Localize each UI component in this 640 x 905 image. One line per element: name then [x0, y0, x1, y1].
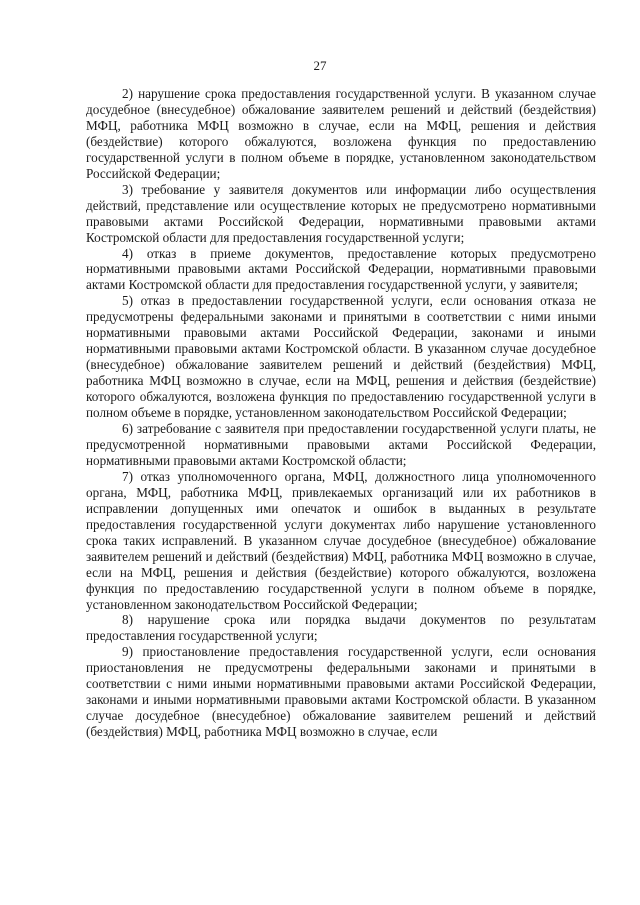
- paragraph-item-7: 7) отказ уполномоченного органа, МФЦ, должностного лица уполномоченного органа, МФЦ, работника МФЦ, привлекаемых организаций или их работников в исправлении допущенных ими опечаток и ошибок в выданных в результате предоставления государственной услуги документах либо нарушение установленного срока таких исправлений. В указанном случае досудебное (внесудебное) обжалование заявителем решений и действий (бездействия) МФЦ, работника МФЦ возможно в случае, если на МФЦ, решения и действия (бездействие) которого обжалуются, возложена функция по предоставлению государственной услуги в полном объеме в порядке, установленном законодательством Российской Федерации;: [86, 468, 596, 612]
- paragraph-item-4: 4) отказ в приеме документов, предоставление которых предусмотрено нормативными правовыми актами Российской Федерации, нормативными правовыми актами Костромской области для предоставления государственной услуги, у заявителя;: [86, 245, 596, 293]
- paragraph-item-9: 9) приостановление предоставления государственной услуги, если основания приостановления не предусмотрены федеральными законами и принятыми в соответствии с ними иными нормативными правовыми актами Российской Федерации, законами и иными нормативными правовыми актами Костромской области. В указанном случае досудебное (внесудебное) обжалование заявителем решений и действий (бездействия) МФЦ, работника МФЦ возможно в случае, если: [86, 644, 596, 740]
- paragraph-item-5: 5) отказ в предоставлении государственной услуги, если основания отказа не предусмотрены федеральными законами и принятыми в соответствии с ними иными нормативными правовыми актами Российской Федерации, законами и иными нормативными правовыми актами Костромской области. В указанном случае досудебное (внесудебное) обжалование заявителем решений и действий (бездействия) МФЦ, работника МФЦ возможно в случае, если на МФЦ, решения и действия (бездействие) которого обжалуются, возложена функция по предоставлению государственной услуги в полном объеме в порядке, установленном законодательством Российской Федерации;: [86, 293, 596, 421]
- paragraph-item-2: 2) нарушение срока предоставления государственной услуги. В указанном случае досудебное (внесудебное) обжалование заявителем решений и действий (бездействия) МФЦ, работника МФЦ возможно в случае, если на МФЦ, решения и действия (бездействие) которого обжалуются, возложена функция по предоставлению государственной услуги в полном объеме в порядке, установленном законодательством Российской Федерации;: [86, 86, 596, 181]
- page-number: 27: [313, 58, 327, 73]
- paragraph-item-3: 3) требование у заявителя документов или информации либо осуществления действий, представление или осуществление которых не предусмотрено нормативными правовыми актами Российской Федерации, нормативными правовыми актами Костромской области для предоставления государственной услуги;: [86, 181, 596, 245]
- document-body: [86, 86, 596, 740]
- paragraph-item-6: 6) затребование с заявителя при предоставлении государственной услуги платы, не предусмотренной нормативными правовыми актами Российской Федерации, нормативными правовыми актами Костромской области;: [86, 421, 596, 468]
- paragraph-item-8: 8) нарушение срока или порядка выдачи документов по результатам предоставления государственной услуги;: [86, 612, 596, 644]
